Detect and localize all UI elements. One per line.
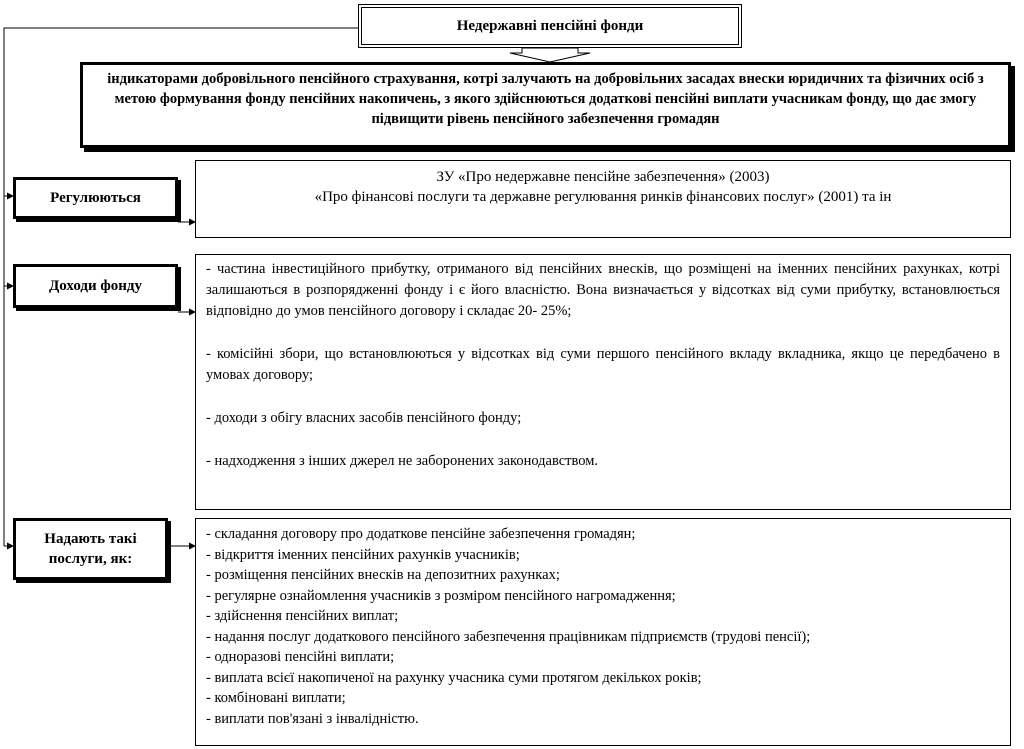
income-item: - надходження з інших джерел не заборонених законодавством.: [206, 453, 599, 469]
income-label: Доходи фонду: [13, 264, 178, 308]
regulation-line-1: ЗУ «Про недержавне пенсійне забезпечення» (2003): [436, 169, 770, 185]
services-label: Надають такі послуги, як:: [13, 518, 168, 580]
income-item: - комісійні збори, що встановлюються у відсотках від суми першого пенсійного вкладу вкладника, якщо це передбачено в умовах договору;: [206, 346, 1000, 383]
regulation-box: [195, 160, 1011, 238]
definition-box: індикаторами добровільного пенсійного страхування, котрі залучають на добровільних засадах внески юридичних та фізичних осіб з метою формування фонду пенсійних накопичень, з якого здійснюються додаткові пенсійні виплати учасникам фонду, що дає змогу підвищити рівень пенсійного забезпечення громадян: [80, 62, 1011, 148]
service-item: - виплата всієї накопиченої на рахунку учасника суми протягом декількох років;: [206, 669, 702, 686]
income-box: [195, 254, 1011, 510]
regulation-line-2: «Про фінансові послуги та державне регулювання ринків фінансових послуг» (2001) та ін: [314, 189, 892, 205]
down-arrow: [510, 48, 590, 62]
service-item: - здійснення пенсійних виплат;: [206, 608, 399, 624]
service-item: - складання договору про додаткове пенсійне забезпечення громадян;: [206, 526, 636, 542]
income-item: - доходи з обігу власних засобів пенсійного фонду;: [206, 410, 522, 426]
service-item: - виплати пов'язані з інвалідністю.: [206, 710, 419, 727]
services-box: [195, 518, 1011, 746]
service-item: - відкриття іменних пенсійних рахунків учасників;: [206, 546, 520, 563]
regulation-label: Регулюються: [13, 177, 178, 219]
diagram-title: Недержавні пенсійні фонди: [358, 4, 742, 48]
income-item: - частина інвестиційного прибутку, отриманого від пенсійних внесків, що розміщені на іменних пенсійних рахунках, котрі залишаються в розпорядженні фонду і є його власністю. Вона визначається у відсотках від суми прибутку, встановлюється відповідно до умов пенсійного договору і складає 20- 25%;: [206, 261, 1000, 319]
service-item: - регулярне ознайомлення учасників з розміром пенсійного нагромадження;: [206, 587, 676, 604]
service-item: - надання послуг додаткового пенсійного забезпечення працівникам підприємств (трудові пенсії);: [206, 628, 811, 645]
service-item: - одноразові пенсійні виплати;: [206, 649, 395, 665]
service-item: - розміщення пенсійних внесків на депозитних рахунках;: [206, 567, 560, 583]
service-item: - комбіновані виплати;: [206, 690, 346, 706]
